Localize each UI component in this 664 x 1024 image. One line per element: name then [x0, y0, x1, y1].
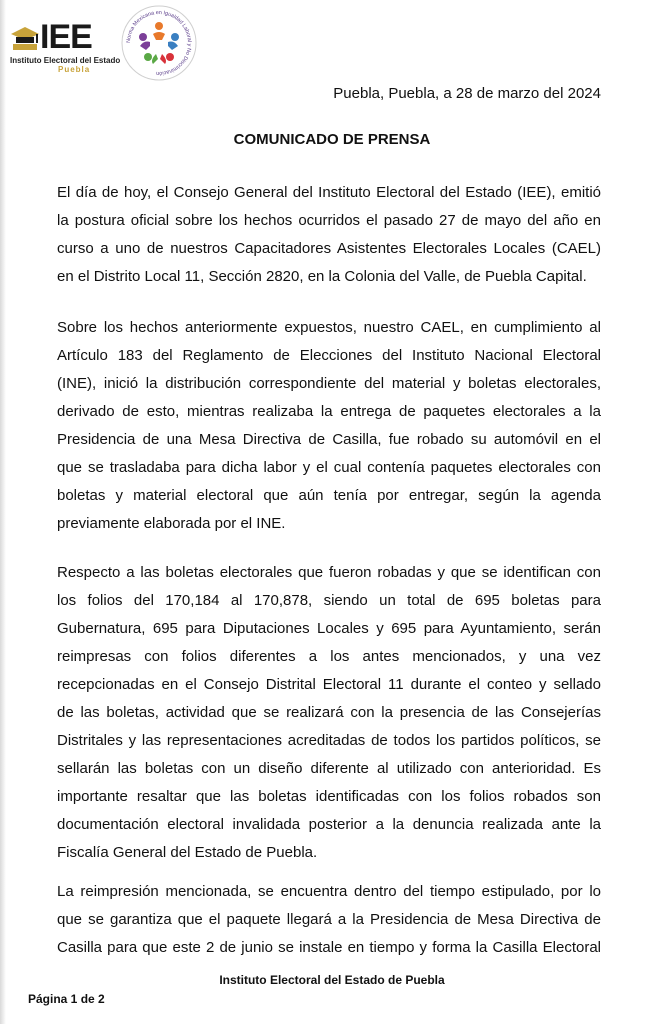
paragraph-line: la postura oficial sobre los hechos ocurridos el pasado 27 de mayo del año en — [57, 212, 601, 229]
paragraph-line: (INE), inició la distribución correspondiente del material y boletas electorales, — [57, 375, 601, 392]
paragraph-line: La reimpresión mencionada, se encuentra dentro del tiempo estipulado, por lo — [57, 883, 601, 900]
page-number: Página 1 de 2 — [28, 992, 105, 1006]
paragraph-line: en el Distrito Local 11, Sección 2820, en la Colonia del Valle, de Puebla Capital. — [57, 268, 587, 285]
paragraph-line: El día de hoy, el Consejo General del Instituto Electoral del Estado (IEE), emitió — [57, 184, 601, 201]
document-title: COMUNICADO DE PRENSA — [233, 131, 431, 148]
paragraph-line: que se garantiza que el paquete llegará a la Presidencia de Mesa Directiva de — [57, 911, 601, 928]
logo-city: Puebla — [58, 65, 91, 74]
paragraph-1 — [57, 179, 601, 291]
ballot-box-hat-icon — [10, 24, 40, 52]
paragraph-line: importante resaltar que las boletas identificadas con los folios robados son — [57, 788, 601, 805]
paragraph-line: boletas y material electoral que aún tenía por entregar, según la agenda — [57, 487, 601, 504]
footer-organization: Instituto Electoral del Estado de Puebla — [219, 973, 445, 987]
paragraph-line: los folios del 170,184 al 170,878, siendo un total de 695 boletas para — [57, 592, 601, 609]
document-date: Puebla, Puebla, a 28 de marzo del 2024 — [333, 85, 601, 102]
paragraph-line: reimpresas con folios diferentes a los antes mencionados, y una vez — [57, 648, 601, 665]
paragraph-4 — [57, 878, 601, 962]
paragraph-3 — [57, 559, 601, 867]
paragraph-line: Gubernatura, 695 para Diputaciones Locales y 695 para Ayuntamiento, serán — [57, 620, 601, 637]
paragraph-line: Sobre los hechos anteriormente expuestos, nuestro CAEL, en cumplimiento al — [57, 319, 601, 336]
paragraph-line: previamente elaborada por el INE. — [57, 515, 286, 532]
paragraph-line: documentación electoral invalidada posterior a la denuncia realizada ante la — [57, 816, 601, 833]
logo-text: IEE — [40, 18, 92, 56]
paragraph-line: que se trasladaba para dicha labor y el cual contenía paquetes electorales con — [57, 459, 601, 476]
paragraph-line: Casilla para que este 2 de junio se instale en tiempo y forma la Casilla Electoral — [57, 939, 601, 956]
iee-logo — [10, 18, 121, 74]
paragraph-line: derivado de esto, mientras realizaba la entrega de paquetes electorales a la — [57, 403, 601, 420]
seal-text: Norma Mexicana en Igualdad Laboral y No Discriminación — [125, 9, 193, 77]
paragraph-2 — [57, 314, 601, 538]
paragraph-line: sellarán las boletas con un diseño diferente al utilizado con anterioridad. Es — [57, 760, 601, 777]
logo-subtitle: Instituto Electoral del Estado — [10, 56, 121, 65]
paragraph-line: Presidencia de una Mesa Directiva de Casilla, fue robado su automóvil en el — [57, 431, 601, 448]
equality-norm-seal — [120, 4, 198, 82]
paragraph-line: Fiscalía General del Estado de Puebla. — [57, 844, 318, 861]
paragraph-line: Distritales y las representaciones acreditadas de todos los partidos políticos, se — [57, 732, 601, 749]
paragraph-line: curso a uno de nuestros Capacitadores Asistentes Electorales Locales (CAEL) — [57, 240, 601, 257]
paragraph-line: de las boletas, actividad que se realizará con la presencia de las Consejerías — [57, 704, 601, 721]
scan-edge-shadow — [0, 0, 6, 1024]
paragraph-line: Respecto a las boletas electorales que fueron robadas y que se identifican con — [57, 564, 601, 581]
paragraph-line: recepcionadas en el Consejo Distrital Electoral 11 durante el conteo y sellado — [57, 676, 601, 693]
paragraph-line: Artículo 183 del Reglamento de Elecciones del Instituto Nacional Electoral — [57, 347, 601, 364]
